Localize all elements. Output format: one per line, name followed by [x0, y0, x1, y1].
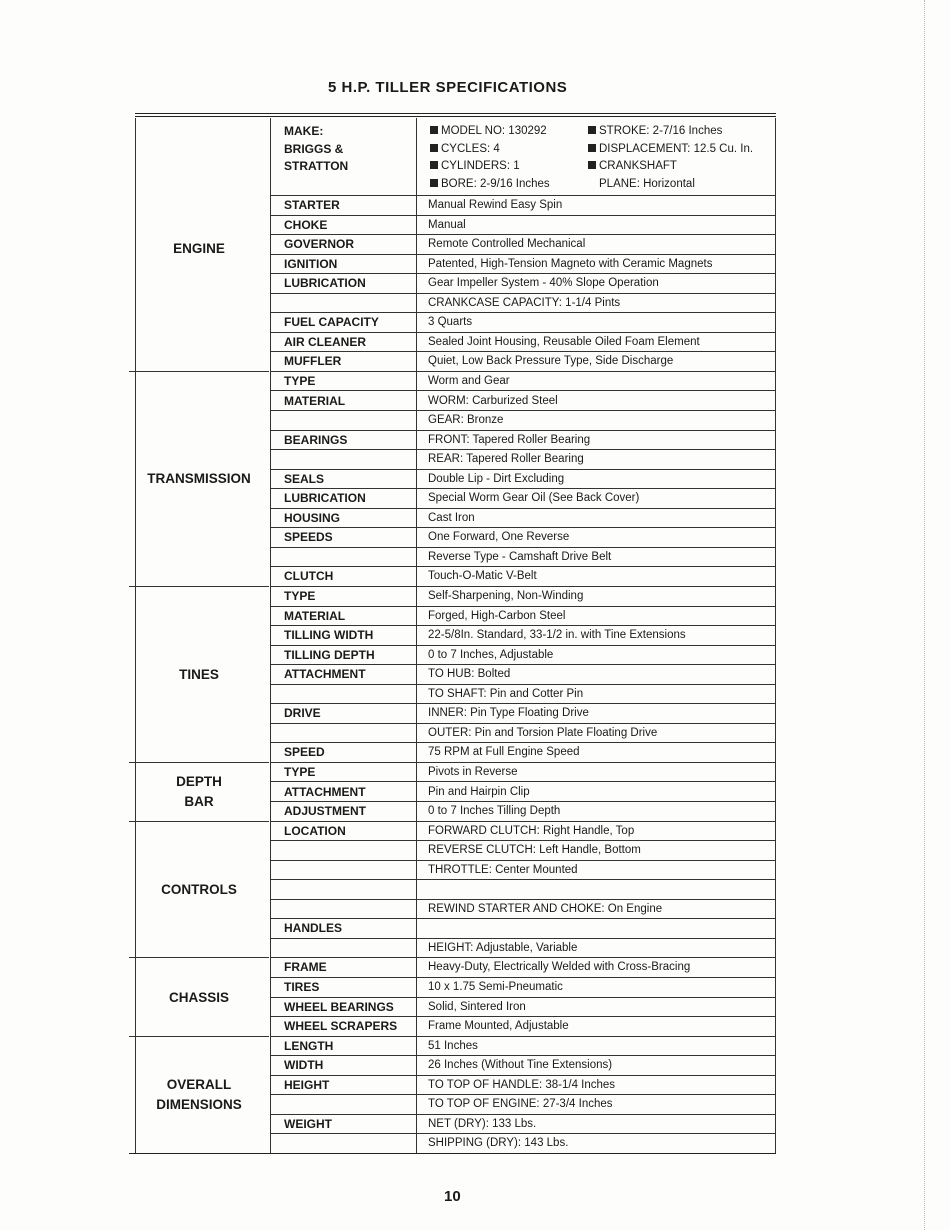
table-row [270, 860, 776, 881]
spec-item-label: SPEEDS [284, 530, 333, 545]
spec-item-label: TYPE [284, 589, 316, 603]
spec-value: Sealed Joint Housing, Reusable Oiled Foam Element [428, 335, 700, 348]
table-row [270, 527, 776, 548]
table-row [270, 488, 776, 509]
engine-make-block [270, 118, 776, 196]
spec-item-label: TILLING DEPTH [284, 647, 375, 662]
spec-value: One Forward, One Reverse [428, 531, 570, 544]
table-row [270, 801, 776, 822]
table-row [270, 410, 776, 431]
spec-value: SHIPPING (DRY): 143 Lbs. [428, 1137, 569, 1150]
item-divider-rule [416, 118, 417, 1153]
spec-item-label: TIRES [284, 980, 320, 994]
spec-value: Remote Controlled Mechanical [428, 238, 586, 251]
table-row [270, 645, 776, 666]
table-bottom-rule [129, 1153, 776, 1154]
spec-value: REAR: Tapered Roller Bearing [428, 453, 584, 466]
category-label-line: DEPTH [176, 774, 222, 790]
table-top-rule-inner [135, 116, 776, 117]
stroke [588, 123, 753, 141]
spec-item-label: FRAME [284, 960, 327, 975]
spec-item-label: SEALS [284, 471, 325, 486]
spec-value: Patented, High-Tension Magneto with Ceramic Magnets [428, 257, 713, 270]
engine-make [284, 123, 348, 176]
table-row [270, 723, 776, 744]
table-row [270, 782, 776, 803]
category-label [129, 772, 269, 812]
spec-item-label: HANDLES [284, 921, 343, 936]
table-row [270, 742, 776, 763]
table-row [270, 703, 776, 724]
spec-value: Self-Sharpening, Non-Winding [428, 590, 584, 602]
table-row [270, 566, 776, 587]
category-label-line: OVERALL [166, 1077, 232, 1093]
spec-value: TO TOP OF HANDLE: 38-1/4 Inches [428, 1078, 616, 1091]
table-row [270, 1114, 776, 1135]
spec-item-label: CLUTCH [284, 569, 334, 584]
category-block [129, 371, 269, 587]
spec-value: 26 Inches (Without Tine Extensions) [428, 1059, 613, 1072]
spec-item-label: WEIGHT [284, 1116, 332, 1131]
table-row [270, 273, 776, 294]
spec-item-label: HOUSING [284, 510, 341, 525]
spec-item-label: STARTER [284, 198, 340, 212]
spec-value: Touch-O-Matic V-Belt [428, 570, 537, 583]
table-row [270, 1036, 776, 1057]
table-row [270, 195, 776, 216]
table-row [270, 508, 776, 529]
spec-item-label: LUBRICATION [284, 276, 366, 291]
category-label-line: DIMENSIONS [156, 1097, 242, 1113]
spec-value: Gear Impeller System - 40% Slope Operation [428, 277, 659, 290]
spec-item-label: BEARINGS [284, 432, 348, 447]
table-row [270, 1016, 776, 1037]
bullet-icon [430, 144, 438, 152]
bore [430, 176, 550, 194]
category-block [129, 957, 269, 1036]
cylinders [430, 158, 550, 176]
category-label-line: BAR [184, 794, 214, 810]
spec-value: 10 x 1.75 Semi-Pneumatic [428, 981, 563, 993]
spec-value: 3 Quarts [428, 316, 473, 329]
model-no [430, 123, 550, 141]
category-label [129, 1075, 269, 1115]
spec-value: NET (DRY): 133 Lbs. [428, 1117, 537, 1130]
spec-item-label: AIR CLEANER [284, 334, 367, 349]
spec-item-label: ATTACHMENT [284, 784, 366, 799]
table-row [270, 625, 776, 646]
table-row [270, 254, 776, 275]
page-number: 10 [444, 1188, 461, 1205]
spec-value: REWIND STARTER AND CHOKE: On Engine [428, 902, 663, 915]
bullet-icon [588, 144, 596, 152]
spec-value: TO TOP OF ENGINE: 27-3/4 Inches [428, 1098, 613, 1111]
stroke-text: STROKE: 2-7/16 Inches [599, 125, 723, 137]
table-row [270, 879, 776, 900]
table-right-rule [775, 118, 776, 1153]
make-brand-line2: STRATTON [284, 159, 349, 173]
spec-item-label: MATERIAL [284, 608, 346, 623]
engine-details-col1 [430, 123, 550, 193]
category-divider-rule [270, 118, 271, 1153]
spec-value: 0 to 7 Inches Tilling Depth [428, 805, 561, 818]
spec-item-label: WHEEL SCRAPERS [284, 1019, 398, 1034]
spec-item-label: TILLING WIDTH [284, 628, 374, 643]
category-block [129, 586, 269, 763]
displacement [588, 141, 753, 159]
spec-item-label: TYPE [284, 764, 316, 779]
spec-value: Quiet, Low Back Pressure Type, Side Discharge [428, 355, 674, 368]
spec-value: FRONT: Tapered Roller Bearing [428, 433, 591, 446]
category-label [129, 239, 269, 259]
spec-value: OUTER: Pin and Torsion Plate Floating Drive [428, 726, 658, 739]
table-row [270, 938, 776, 959]
spec-value: FORWARD CLUTCH: Right Handle, Top [428, 824, 635, 837]
spec-item-label: MUFFLER [284, 354, 342, 369]
make-brand-line1: BRIGGS & [284, 141, 344, 156]
spec-value: Solid, Sintered Iron [428, 1000, 526, 1013]
spec-value: Reverse Type - Camshaft Drive Belt [428, 550, 612, 563]
crankshaft [588, 158, 753, 176]
table-row [270, 1055, 776, 1076]
category-label [129, 665, 269, 685]
spec-value: Pin and Hairpin Clip [428, 785, 530, 798]
spec-value: THROTTLE: Center Mounted [428, 863, 578, 876]
spec-value: Worm and Gear [428, 374, 510, 387]
category-label [129, 988, 269, 1008]
scan-edge-line [924, 0, 925, 1230]
table-row [270, 332, 776, 353]
table-row [270, 918, 776, 939]
spec-value: HEIGHT: Adjustable, Variable [428, 941, 578, 954]
spec-item-label: CHOKE [284, 217, 328, 232]
table-row [270, 684, 776, 705]
spec-value: Manual [428, 218, 466, 231]
spec-value: Double Lip - Dirt Excluding [428, 472, 565, 485]
spec-item-label: ADJUSTMENT [284, 804, 367, 819]
category-label-line: CHASSIS [168, 989, 229, 1005]
spec-value: Manual Rewind Easy Spin [428, 199, 563, 211]
table-left-rule [135, 118, 136, 1153]
bullet-icon [588, 126, 596, 134]
category-block [129, 118, 269, 371]
table-row [270, 215, 776, 236]
table-row [270, 586, 776, 607]
spec-value: TO SHAFT: Pin and Cotter Pin [428, 687, 584, 700]
spec-item-label: IGNITION [284, 256, 338, 271]
cycles-text: CYCLES: 4 [441, 142, 500, 155]
table-row [270, 997, 776, 1018]
table-row [270, 1075, 776, 1096]
table-row [270, 664, 776, 685]
table-top-rule [135, 113, 776, 114]
table-row [270, 1133, 776, 1154]
spec-value: 22-5/8In. Standard, 33-1/2 in. with Tine Extensions [428, 629, 686, 642]
category-block [129, 1036, 269, 1154]
spec-value: TO HUB: Bolted [428, 668, 511, 681]
table-row [270, 957, 776, 978]
category-label-line: CONTROLS [161, 882, 237, 898]
category-label [129, 469, 269, 489]
category-label-line: ENGINE [173, 241, 225, 257]
table-row [270, 821, 776, 842]
spec-value: Forged, High-Carbon Steel [428, 609, 566, 622]
table-row [270, 449, 776, 470]
plane [588, 176, 753, 194]
spec-value: INNER: Pin Type Floating Drive [428, 707, 589, 720]
spec-value: GEAR: Bronze [428, 414, 504, 427]
displacement-text: DISPLACEMENT: 12.5 Cu. In. [599, 142, 754, 155]
category-label-line: TINES [179, 666, 219, 682]
cycles [430, 141, 550, 159]
spec-value: WORM: Carburized Steel [428, 394, 558, 407]
table-row [270, 371, 776, 392]
spec-value: Heavy-Duty, Electrically Welded with Cross-Bracing [428, 961, 691, 974]
table-row [270, 469, 776, 490]
engine-details-col2 [588, 123, 753, 193]
spec-value: Frame Mounted, Adjustable [428, 1020, 569, 1033]
spec-value: Cast Iron [428, 511, 475, 524]
table-row [270, 1094, 776, 1115]
make-label: MAKE: [284, 124, 324, 138]
spec-value: CRANKCASE CAPACITY: 1-1/4 Pints [428, 296, 621, 309]
bullet-icon [430, 161, 438, 169]
table-row [270, 351, 776, 372]
spec-item-label: DRIVE [284, 706, 321, 721]
category-block [129, 762, 269, 822]
table-row [270, 606, 776, 627]
spec-value: Pivots in Reverse [428, 765, 518, 778]
spec-value: 0 to 7 Inches, Adjustable [428, 648, 554, 661]
table-row [270, 430, 776, 451]
bullet-icon [430, 126, 438, 134]
spec-value: 51 Inches [428, 1039, 478, 1052]
table-row [270, 762, 776, 783]
spec-item-label: LOCATION [284, 823, 346, 838]
crankshaft-text: CRANKSHAFT [599, 160, 677, 172]
page-title: 5 H.P. TILLER SPECIFICATIONS [328, 79, 568, 96]
category-label [129, 880, 269, 900]
model-no-text: MODEL NO: 130292 [441, 125, 547, 137]
spec-value: Special Worm Gear Oil (See Back Cover) [428, 492, 640, 505]
plane-text: PLANE: Horizontal [599, 177, 695, 190]
bullet-icon [430, 179, 438, 187]
specifications-table [129, 113, 776, 1163]
spec-item-label: SPEED [284, 745, 325, 760]
spec-value: REVERSE CLUTCH: Left Handle, Bottom [428, 844, 641, 857]
table-row [270, 547, 776, 568]
table-row [270, 391, 776, 412]
table-row [270, 899, 776, 920]
spec-item-label: FUEL CAPACITY [284, 315, 379, 330]
spec-item-label: HEIGHT [284, 1077, 330, 1092]
spec-item-label: WIDTH [284, 1058, 324, 1073]
bore-text: BORE: 2-9/16 Inches [441, 177, 550, 190]
spec-item-label: ATTACHMENT [284, 667, 366, 682]
spec-item-label: LUBRICATION [284, 491, 366, 506]
table-row [270, 312, 776, 333]
spec-item-label: TYPE [284, 373, 316, 388]
category-label-line: TRANSMISSION [147, 471, 251, 487]
table-row [270, 977, 776, 998]
spec-item-label: LENGTH [284, 1038, 334, 1053]
table-row [270, 234, 776, 255]
spec-item-label: MATERIAL [284, 393, 346, 408]
spec-value: 75 RPM at Full Engine Speed [428, 746, 580, 759]
spec-item-label: GOVERNOR [284, 237, 355, 252]
table-row [270, 293, 776, 314]
table-row [270, 840, 776, 861]
category-block [129, 821, 269, 959]
cylinders-text: CYLINDERS: 1 [441, 160, 520, 172]
bullet-icon [588, 161, 596, 169]
spec-item-label: WHEEL BEARINGS [284, 999, 394, 1014]
